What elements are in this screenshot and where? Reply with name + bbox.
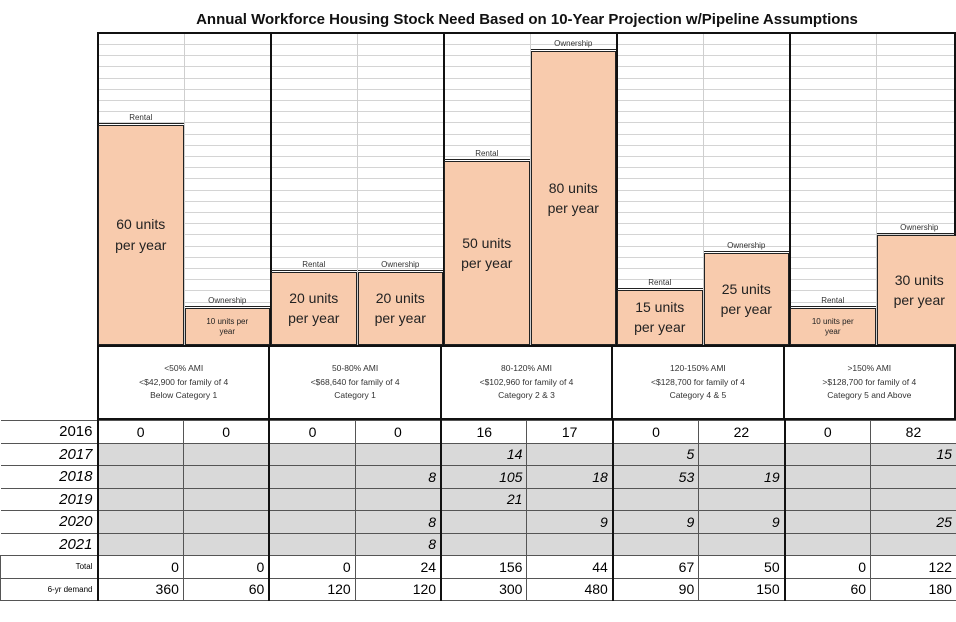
table-cell xyxy=(355,443,441,466)
table-cell: 150 xyxy=(699,578,785,601)
table-row xyxy=(1,556,956,579)
row-label: 2021 xyxy=(1,533,98,556)
table-cell: 0 xyxy=(269,556,355,579)
table-cell xyxy=(613,533,699,556)
row-label: 2019 xyxy=(1,488,98,511)
bar xyxy=(98,125,184,346)
row-label: 2016 xyxy=(1,421,98,444)
bar xyxy=(790,308,876,345)
table-cell: 120 xyxy=(355,578,441,601)
bar-value-label: 10 units per year xyxy=(811,316,854,336)
bar-value-label: 50 units per year xyxy=(461,234,513,272)
table-cell: 21 xyxy=(441,488,527,511)
pipeline-table xyxy=(0,420,956,601)
table-cell: 180 xyxy=(871,578,956,601)
table-cell xyxy=(183,443,269,466)
table-cell: 120 xyxy=(269,578,355,601)
table-cell: 15 xyxy=(871,443,956,466)
bar xyxy=(358,272,444,346)
table-row xyxy=(1,421,956,444)
table-cell xyxy=(183,488,269,511)
table-cell: 82 xyxy=(871,421,956,444)
table-cell: 44 xyxy=(527,556,613,579)
bar-category-label: Rental xyxy=(98,111,184,124)
ami-category-label: >150% AMI >$128,700 for family of 4 Category 5 and Above xyxy=(822,363,917,401)
table-cell: 67 xyxy=(613,556,699,579)
table-cell xyxy=(269,533,355,556)
table-cell: 9 xyxy=(527,511,613,534)
ami-category-label: 50-80% AMI <$68,640 for family of 4 Category 1 xyxy=(270,347,441,418)
bar-value-label: 80 units per year xyxy=(547,179,599,216)
bar-value-label: 10 units per year xyxy=(206,316,249,336)
table-cell: 9 xyxy=(613,511,699,534)
bar-value-label: 20 units per year xyxy=(288,289,340,327)
bar-category-label: Ownership xyxy=(185,294,271,307)
bar-category-label: Ownership xyxy=(877,221,956,234)
bar-category-label: Rental xyxy=(790,294,876,307)
table-cell: 0 xyxy=(785,421,871,444)
table-cell: 60 xyxy=(183,578,269,601)
table-cell: 19 xyxy=(699,466,785,489)
row-label: 2018 xyxy=(1,466,98,489)
chart-title: Annual Workforce Housing Stock Need Based on 10-Year Projection w/Pipeline Assumptions xyxy=(196,11,858,28)
table-cell xyxy=(871,533,956,556)
table-cell xyxy=(699,488,785,511)
table-cell: 9 xyxy=(699,511,785,534)
table-cell xyxy=(183,511,269,534)
table-cell xyxy=(785,511,871,534)
table-cell xyxy=(98,533,184,556)
table-cell xyxy=(785,533,871,556)
ami-category-label: <50% AMI <$42,900 for family of 4 Below Category 1 xyxy=(99,347,270,418)
table-cell: 480 xyxy=(527,578,613,601)
table-cell: 50 xyxy=(699,556,785,579)
bar xyxy=(185,308,271,345)
table-cell xyxy=(355,488,441,511)
ami-category-row xyxy=(97,345,956,420)
table-cell: 0 xyxy=(613,421,699,444)
bar xyxy=(444,161,530,345)
bar-value-label: 30 units per year xyxy=(893,271,945,308)
bar-category-label: Rental xyxy=(617,276,703,289)
bar-value-label: 15 units per year xyxy=(634,299,686,336)
table-cell xyxy=(269,488,355,511)
table-row xyxy=(1,488,956,511)
table-cell: 24 xyxy=(355,556,441,579)
table-cell xyxy=(98,511,184,534)
table-cell: 5 xyxy=(613,443,699,466)
table-cell xyxy=(871,488,956,511)
table-cell: 122 xyxy=(871,556,956,579)
bar xyxy=(531,51,617,345)
bar xyxy=(877,235,956,345)
table-cell: 300 xyxy=(441,578,527,601)
ami-category-label: 80-120% AMI <$102,960 for family of 4 Category 2 & 3 xyxy=(442,347,613,418)
table-row xyxy=(1,466,956,489)
table-cell xyxy=(527,443,613,466)
table-cell: 14 xyxy=(441,443,527,466)
row-label: 6-yr demand xyxy=(1,578,98,601)
bar-category-label: Ownership xyxy=(704,239,790,252)
table-cell: 105 xyxy=(441,466,527,489)
table-cell: 60 xyxy=(785,578,871,601)
table-row xyxy=(1,511,956,534)
table-cell xyxy=(98,466,184,489)
bar-category-label: Rental xyxy=(271,258,357,271)
table-row xyxy=(1,578,956,601)
table-cell: 8 xyxy=(355,533,441,556)
table-cell: 0 xyxy=(269,421,355,444)
ami-category-label: 120-150% AMI <$128,700 for family of 4 Category 4 & 5 xyxy=(613,347,784,418)
table-cell xyxy=(269,511,355,534)
table-cell: 0 xyxy=(355,421,441,444)
bar xyxy=(617,290,703,345)
bar-category-label: Ownership xyxy=(531,37,617,50)
table-cell xyxy=(183,533,269,556)
bar-category-label: Rental xyxy=(444,147,530,160)
table-cell xyxy=(441,533,527,556)
table-cell xyxy=(699,533,785,556)
table-cell xyxy=(785,466,871,489)
table-cell: 0 xyxy=(98,556,184,579)
table-cell xyxy=(527,488,613,511)
table-cell: 53 xyxy=(613,466,699,489)
table-cell: 0 xyxy=(785,556,871,579)
table-cell xyxy=(785,488,871,511)
table-cell xyxy=(269,466,355,489)
table-cell: 90 xyxy=(613,578,699,601)
table-cell: 156 xyxy=(441,556,527,579)
row-label: Total xyxy=(1,556,98,579)
table-cell xyxy=(98,443,184,466)
row-label: 2020 xyxy=(1,511,98,534)
table-cell xyxy=(527,533,613,556)
table-cell xyxy=(871,466,956,489)
table-row xyxy=(1,443,956,466)
table-cell xyxy=(98,488,184,511)
table-cell: 18 xyxy=(527,466,613,489)
bar-value-label: 60 units per year xyxy=(115,216,167,253)
table-cell: 16 xyxy=(441,421,527,444)
table-row xyxy=(1,533,956,556)
table-cell: 0 xyxy=(98,421,184,444)
bar xyxy=(704,253,790,345)
bar xyxy=(271,272,357,346)
table-cell: 360 xyxy=(98,578,184,601)
table-cell xyxy=(699,443,785,466)
table-cell: 0 xyxy=(183,421,269,444)
table-cell xyxy=(183,466,269,489)
table-cell: 22 xyxy=(699,421,785,444)
bar-value-label: 25 units per year xyxy=(720,280,772,318)
table-cell: 25 xyxy=(871,511,956,534)
table-cell: 8 xyxy=(355,466,441,489)
table-cell: 0 xyxy=(183,556,269,579)
table-cell xyxy=(613,488,699,511)
table-cell: 17 xyxy=(527,421,613,444)
table-cell xyxy=(441,511,527,534)
table-cell xyxy=(269,443,355,466)
table-cell: 8 xyxy=(355,511,441,534)
table-cell xyxy=(785,443,871,466)
row-label: 2017 xyxy=(1,443,98,466)
bar-category-label: Ownership xyxy=(358,258,444,271)
bar-value-label: 20 units per year xyxy=(374,289,426,327)
